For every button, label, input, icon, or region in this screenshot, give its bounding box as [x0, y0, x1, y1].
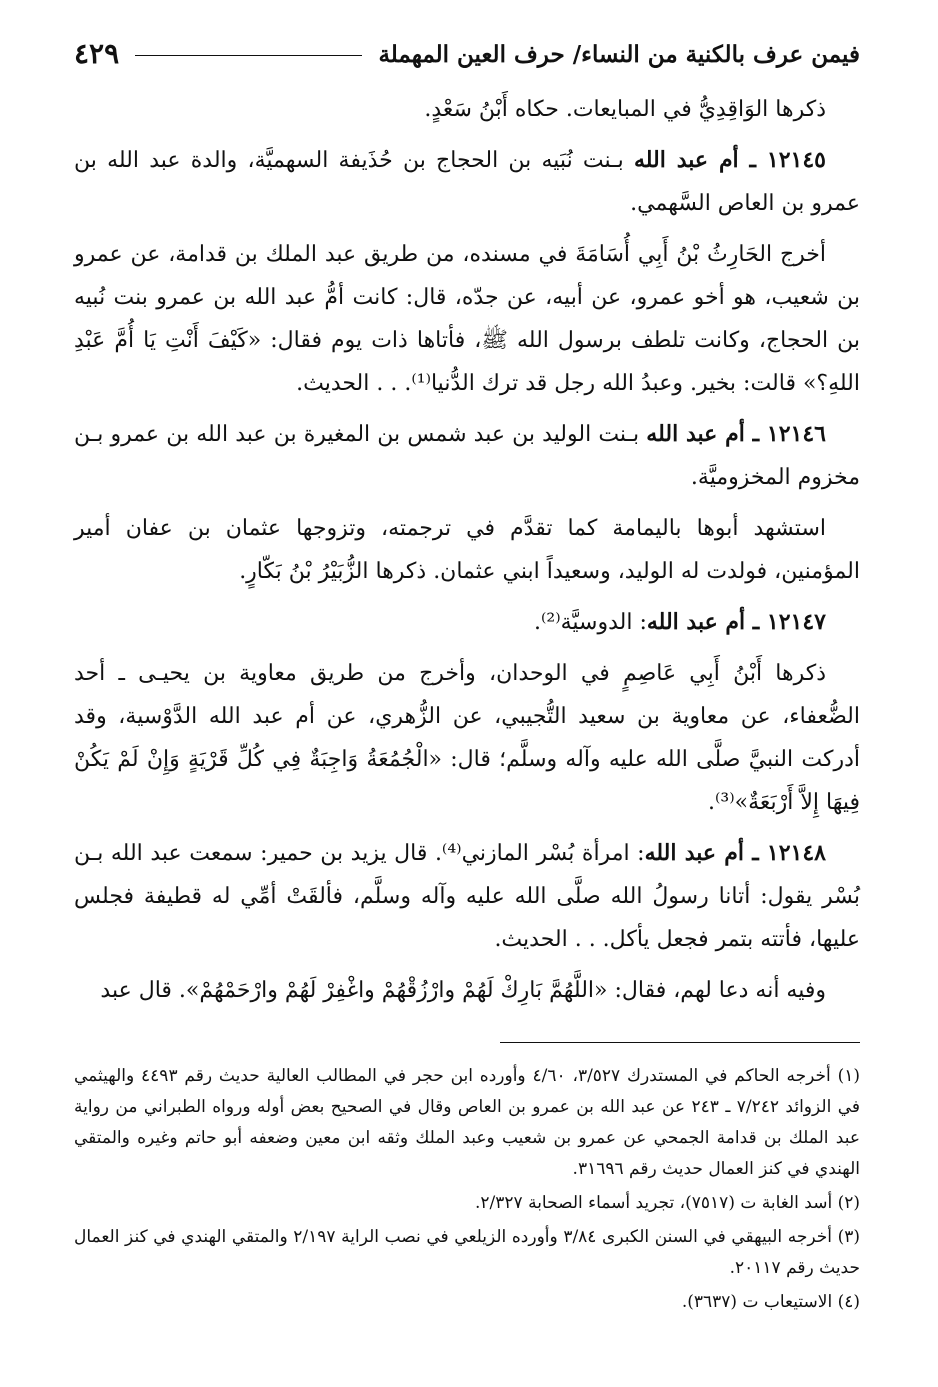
entry-12148	[74, 832, 860, 961]
paragraph-4: ذكرها أَبْنُ أَبِي عَاصِمٍ في الوحدان، وأخرج من طريق معاوية بن يحيـى ـ أحد الضُّعفاء، عن معاوية بن سعيد التُّجيبي، عن الزُّهري، عن أم عبد الله الدَّوْسية، وقد أدركت النبيَّ صلَّى الله عليه وآله وسلَّم؛ قال: «الْجُمُعَةُ وَاجِبَةٌ فِي كُلِّ قَرْيَةٍ وَإِنْ لَمْ يَكُنْ فِيهَا إِلاَّ أَرْبَعَةٌ»⁽³⁾.	[74, 661, 860, 815]
paragraph-2: أخرج الحَارِثُ بْنُ أَبِي أُسَامَةَ في مسنده، من طريق عبد الملك بن قدامة، عن عمرو بن شعيب، هو أخو عمرو، عن أبيه، عن جدّه، قال: كانت أمُّ عبد الله بن عمرو بنت نُبيه بن الحجاج، وكانت تلطف برسول الله ﷺ، فأتاها ذات يوم فقال: «كَيْفَ أَنْتِ يَا أُمَّ عَبْدِ اللهِ؟» قالت: بخير. وعبدُ الله رجل قد ترك الدُّنيا⁽¹⁾. . . الحديث.	[74, 242, 860, 396]
entry-12148-heading: ١٢١٤٨ ـ أم عبد الله	[644, 840, 826, 866]
entry-12145-text: بـنت نُبَيه بن الحجاج بن حُذَيفة السهميَّة، والدة عبد الله بن عمرو بن العاص السَّهمي.	[74, 148, 860, 216]
entry-12147-heading: ١٢١٤٧ ـ أم عبد الله	[646, 609, 826, 635]
entry-12147	[74, 601, 860, 644]
paragraph-1: ذكرها الوَاقِدِيُّ في المبايعات. حكاه أَبْنُ سَعْدٍ.	[424, 97, 826, 122]
entry-12146	[74, 413, 860, 499]
entry-12145	[74, 139, 860, 225]
footnote-separator	[500, 1042, 860, 1043]
footnote-4	[74, 1287, 860, 1318]
entry-12147-text: : الدوسيَّة⁽²⁾.	[533, 610, 647, 635]
footnote-1-text: (١) أخرجه الحاكم في المستدرك ٣/٥٢٧، ٤/٦٠ وأورده ابن حجر في المطالب العالية حديث رقم ٤٤٩٣ والهيثمي في الزوائد ٧/٢٤٢ ـ ٢٤٣ عن عبد الله بن عمرو بن العاص وقال في الصحيح بعض أوله ورواه الطبراني من رواية عبد الملك بن قدامة الجمحي عن عمرو بن شعيب وعبد الملك وثقه ابن معين وضعفه أبو حاتم وغيره والمتقي الهندي في كنز العمال حديث رقم ٣١٦٩٦.	[74, 1066, 861, 1179]
footnote-3-text: (٣) أخرجه البيهقي في السنن الكبرى ٣/٨٤ وأورده الزيلعي في نصب الراية ٢/١٩٧ والمتقي الهندي في كنز العمال حديث رقم ٢٠١١٧.	[74, 1227, 860, 1278]
header-rule	[135, 55, 362, 56]
paragraph-3: استشهد أبوها باليمامة كما تقدَّم في ترجمته، وتزوجها عثمان بن عفان أمير المؤمنين، فولدت له الوليد، وسعيداً ابني عثمان. ذكرها الزُّبَيْرُ بْنُ بَكّارٍ.	[74, 516, 860, 584]
footnotes	[74, 1061, 860, 1318]
footnote-3	[74, 1222, 860, 1284]
main-text	[74, 88, 860, 1012]
footnote-2	[74, 1188, 860, 1219]
running-title: فيمن عرف بالكنية من النساء/ حرف العين المهملة	[378, 40, 860, 68]
entry-12146-text: بـنت الوليد بن عبد شمس بن المغيرة بن عبد الله بن عمرو بـن مخزوم المخزوميَّة.	[74, 422, 860, 490]
entry-12148-text: : امرأة بُسْر المازني⁽⁴⁾. قال يزيد بن حمير: سمعت عبد الله بـن بُسْر يقول: أتانا رسولُ الله صلَّى الله عليه وآله وسلَّم، فألقَتْ أمِّي له قطيفة فجلس عليها، فأتته بتمر فجعل يأكل. . . الحديث.	[74, 841, 860, 952]
footnote-4-text: (٤) الاستيعاب ت (٣٦٣٧).	[681, 1292, 860, 1312]
page-header	[74, 30, 860, 78]
footnote-1	[74, 1061, 860, 1185]
paragraph-5: وفيه أنه دعا لهم، فقال: «اللَّهُمَّ بَارِكْ لَهُمْ وارْزُقْهُمْ واغْفِرْ لَهُمْ وارْحَمْهُمْ». قال عبد	[100, 978, 826, 1003]
page-number: ٤٢٩	[74, 37, 120, 70]
entry-12146-heading: ١٢١٤٦ ـ أم عبد الله	[646, 421, 826, 447]
footnote-2-text: (٢) أسد الغابة ت (٧٥١٧)، تجريد أسماء الصحابة ٢/٣٢٧.	[475, 1193, 860, 1213]
entry-12145-heading: ١٢١٤٥ ـ أم عبد الله	[633, 147, 826, 173]
